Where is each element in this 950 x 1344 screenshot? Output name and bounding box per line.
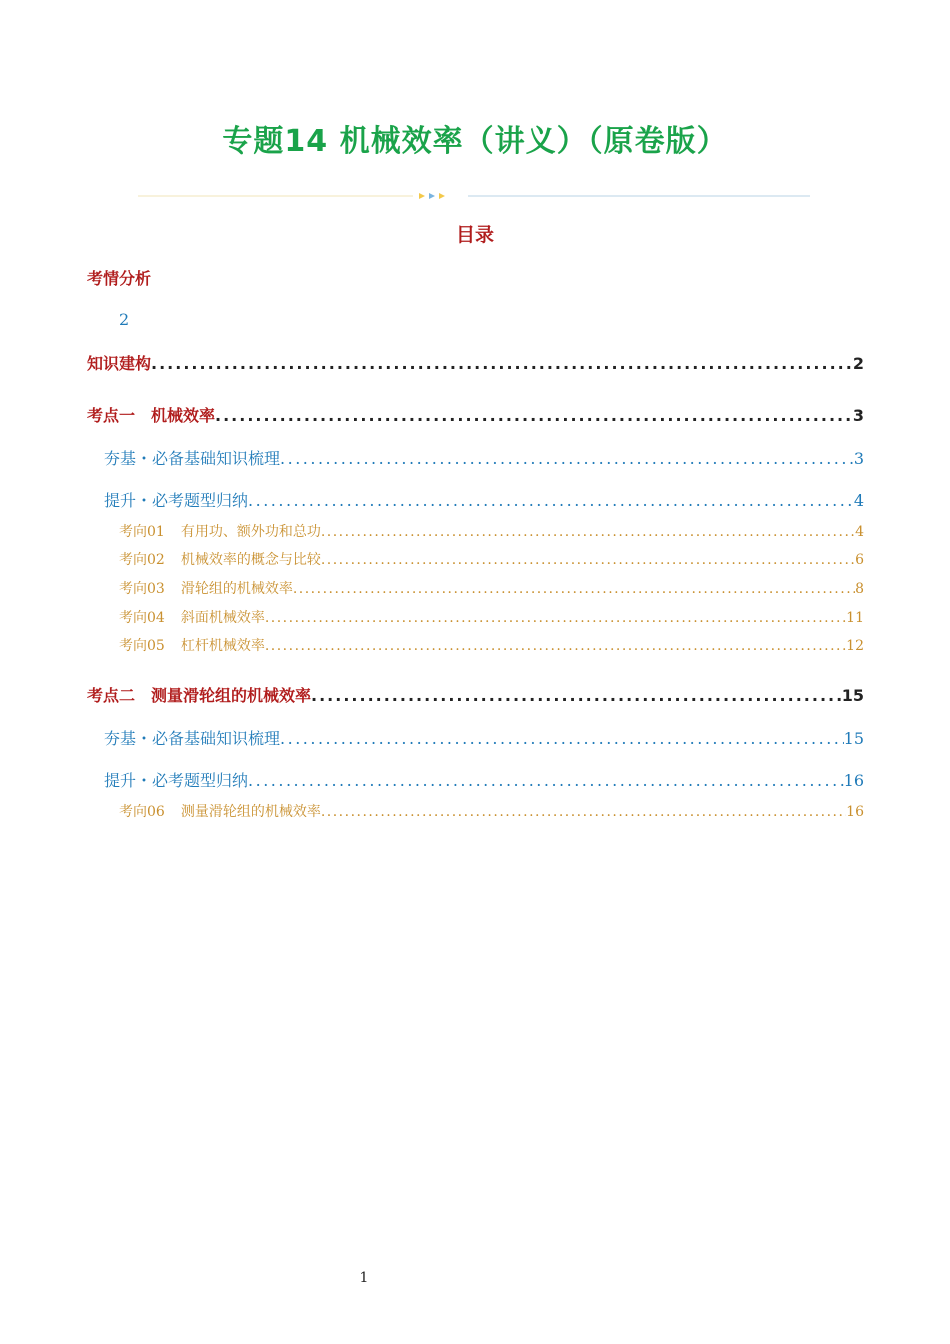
toc-entry-label: 考点一 机械效率	[87, 406, 216, 425]
toc-dir-code: 考向04	[119, 610, 165, 626]
toc-entry-dir02[interactable]	[119, 549, 864, 569]
toc-page-number: 6	[855, 552, 864, 568]
toc-entry-point2-foundation[interactable]	[104, 726, 864, 749]
toc-page-number: 4	[853, 491, 864, 510]
toc-leader-dots	[265, 638, 846, 654]
toc-entry-knowledge-framework[interactable]	[87, 351, 864, 374]
toc-entry-label: 夯基・必备基础知识梳理	[104, 449, 281, 468]
toc-page-number: 3	[853, 449, 864, 468]
toc-dir-title: 杠杆机械效率	[180, 638, 265, 654]
divider-arrow-icon	[429, 193, 435, 199]
toc-entry-point2-improve[interactable]	[104, 768, 864, 791]
toc-leader-dots	[293, 581, 855, 597]
toc-entry-point1-foundation[interactable]	[104, 446, 864, 469]
toc-page-number[interactable]: 2	[119, 310, 130, 329]
toc-leader-dots	[311, 686, 842, 705]
toc-dir-code: 考向06	[119, 804, 165, 820]
toc-leader-dots	[280, 449, 854, 468]
toc-leader-dots	[321, 804, 846, 820]
toc-entry-point1-improve[interactable]	[104, 488, 864, 511]
divider-arrow-icon	[439, 193, 445, 199]
toc-dir-title: 滑轮组的机械效率	[180, 581, 293, 597]
toc-entry-label	[119, 549, 321, 569]
toc-leader-dots	[248, 491, 854, 510]
toc-entry-label	[119, 578, 293, 598]
toc-entry-label: 夯基・必备基础知识梳理	[104, 729, 281, 748]
toc-leader-dots	[265, 610, 846, 626]
toc-entry-label: 提升・必考题型归纳	[104, 771, 249, 790]
toc-leader-dots	[321, 552, 855, 568]
document-title: 专题14 机械效率（讲义）（原卷版）	[222, 124, 728, 159]
toc-heading: 目录	[455, 224, 494, 246]
toc-dir-title: 斜面机械效率	[180, 610, 265, 626]
toc-leader-dots	[280, 729, 844, 748]
toc-dir-code: 考向03	[119, 581, 165, 597]
toc-leader-dots	[151, 354, 853, 373]
toc-entry-label: 考情分析	[87, 269, 152, 288]
toc-dir-title: 机械效率的概念与比较	[180, 552, 321, 568]
toc-entry-dir04[interactable]	[119, 607, 864, 627]
toc-leader-dots	[321, 524, 855, 540]
toc-entry-label: 考点二 测量滑轮组的机械效率	[87, 686, 312, 705]
toc-entry-point2[interactable]	[87, 683, 864, 706]
toc-page-number: 3	[852, 406, 864, 425]
toc-entry-point1[interactable]	[87, 403, 864, 426]
toc-entry-exam-analysis[interactable]	[87, 266, 864, 289]
title-divider	[138, 186, 810, 206]
toc-page-number: 11	[846, 610, 864, 626]
toc-dir-title: 测量滑轮组的机械效率	[180, 804, 321, 820]
toc-page-number: 8	[855, 581, 864, 597]
toc-dir-code: 考向01	[119, 524, 165, 540]
toc-entry-label: 提升・必考题型归纳	[104, 491, 249, 510]
toc-page-number: 2	[852, 354, 864, 373]
toc-entry-dir06[interactable]	[119, 801, 864, 821]
footer-page-number: 1	[359, 1270, 369, 1286]
toc-page-number: 4	[855, 524, 864, 540]
toc-page-number: 15	[841, 686, 864, 705]
toc-entry-label: 知识建构	[87, 354, 152, 373]
toc-entry-label	[119, 801, 321, 821]
toc-page-number: 16	[846, 804, 864, 820]
toc-leader-dots	[248, 771, 844, 790]
divider-arrow-icon	[419, 193, 425, 199]
toc-entry-dir05[interactable]	[119, 635, 864, 655]
toc-leader-dots	[215, 406, 853, 425]
toc-entry-label	[119, 635, 265, 655]
toc-dir-code: 考向02	[119, 552, 165, 568]
toc-dir-code: 考向05	[119, 638, 165, 654]
toc-dir-title: 有用功、额外功和总功	[180, 524, 321, 540]
toc-page-number: 15	[843, 729, 864, 748]
toc-page-number: 16	[843, 771, 864, 790]
toc-page-number: 12	[846, 638, 864, 654]
toc-entry-label	[119, 607, 265, 627]
toc-entry-label	[119, 521, 321, 541]
toc-entry-dir01[interactable]	[119, 521, 864, 541]
toc-entry-dir03[interactable]	[119, 578, 864, 598]
